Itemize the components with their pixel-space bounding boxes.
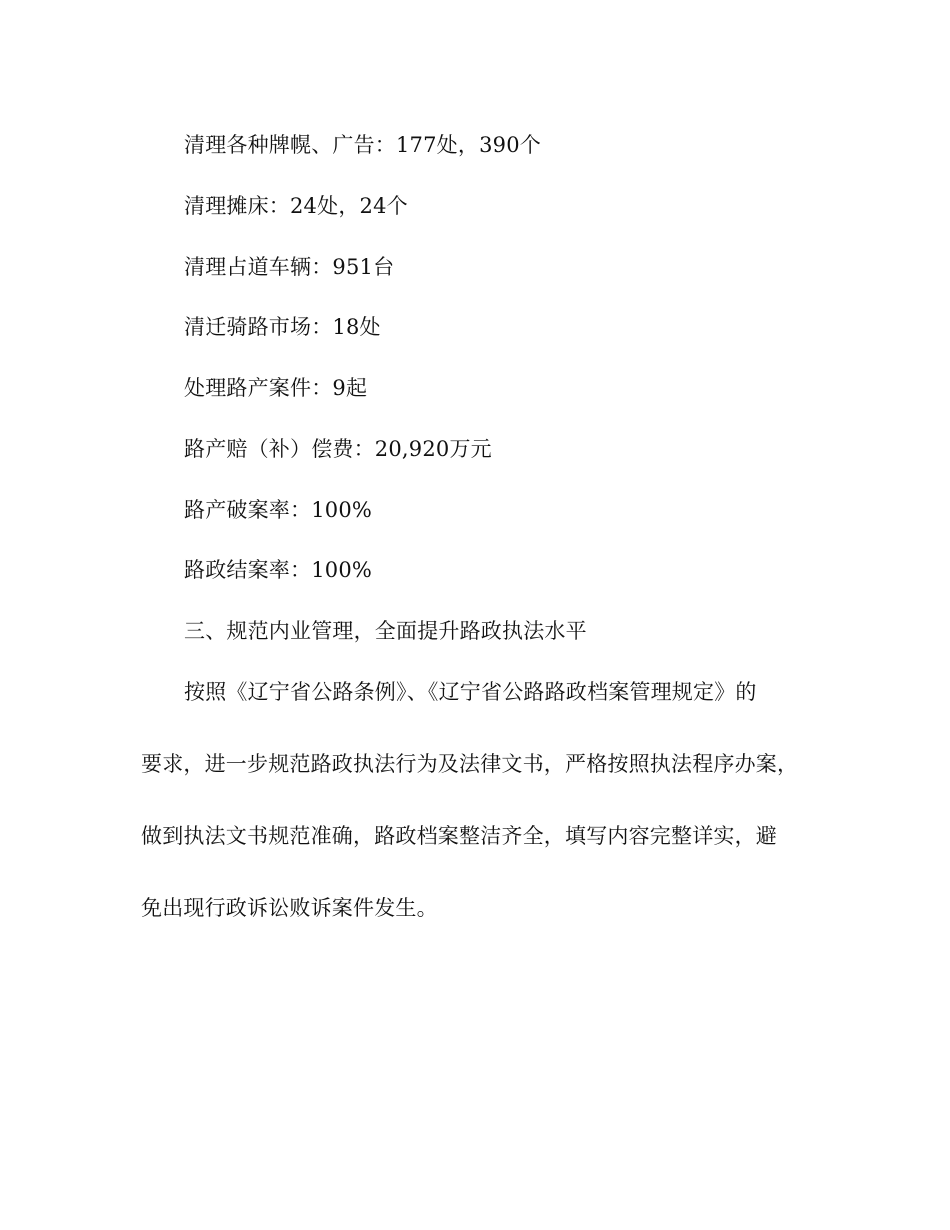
stat-signboards: 清理各种牌幌、广告：177处，390个 (184, 133, 541, 157)
section-heading: 三、规范内业管理，全面提升路政执法水平 (184, 619, 587, 643)
stat-stalls: 清理摊床：24处，24个 (184, 194, 408, 218)
stat-cases: 处理路产案件：9起 (184, 376, 368, 400)
paragraph-line-2: 要求，进一步规范路政执法行为及法律文书，严格按照执法程序办案， (141, 752, 799, 776)
stat-compensation: 路产赔（补）偿费：20,920万元 (184, 437, 492, 461)
paragraph-line-4: 免出现行政诉讼败诉案件发生。 (141, 896, 438, 920)
paragraph-line-1: 按照《辽宁省公路条例》、《辽宁省公路路政档案管理规定》的 (184, 680, 757, 704)
stat-markets: 清迁骑路市场：18处 (184, 315, 381, 339)
stat-vehicles: 清理占道车辆：951台 (184, 255, 395, 279)
stat-solve-rate: 路产破案率：100% (184, 498, 373, 522)
paragraph-line-3: 做到执法文书规范准确，路政档案整洁齐全，填写内容完整详实，避 (141, 824, 777, 848)
stat-close-rate: 路政结案率：100% (184, 558, 373, 582)
